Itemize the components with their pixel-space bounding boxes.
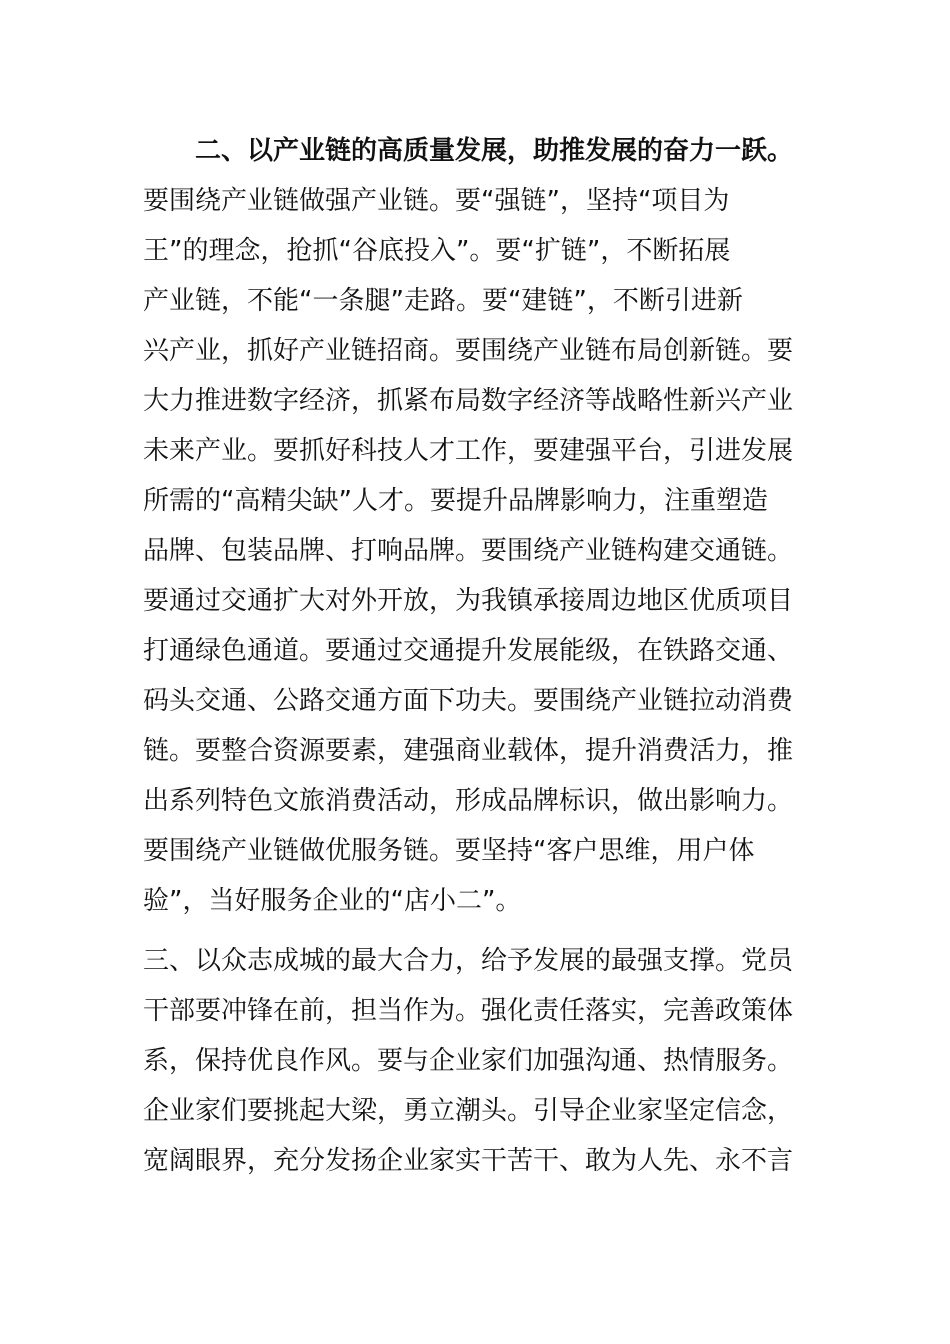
- body-line: 品牌、包装品牌、打响品牌。要围绕产业链构建交通链。: [143, 536, 794, 566]
- body-line: 三、以众志成城的最大合力，给予发展的最强支撑。党员: [143, 946, 794, 976]
- body-line: 未来产业。要抓好科技人才工作，要建强平台，引进发展: [143, 436, 794, 466]
- body-line: 大力推进数字经济，抓紧布局数字经济等战略性新兴产业: [143, 386, 794, 416]
- body-line: 产业链，不能“一条腿”走路。要“建链”，不断引进新: [143, 286, 743, 316]
- body-line: 系，保持优良作风。要与企业家们加强沟通、热情服务。: [143, 1046, 794, 1076]
- body-line: 要围绕产业链做优服务链。要坚持“客户思维，用户体: [143, 836, 755, 866]
- body-line: 打通绿色通道。要通过交通提升发展能级，在铁路交通、: [143, 636, 794, 666]
- section-two-heading: 二、以产业链的高质量发展，助推发展的奋力一跃。: [195, 136, 794, 166]
- body-line: 王”的理念，抢抓“谷底投入”。要“扩链”，不断拓展: [143, 236, 731, 266]
- body-line: 干部要冲锋在前，担当作为。强化责任落实，完善政策体: [143, 996, 794, 1026]
- body-line: 要围绕产业链做强产业链。要“强链”，坚持“项目为: [143, 186, 730, 216]
- body-line: 出系列特色文旅消费活动，形成品牌标识，做出影响力。: [143, 786, 794, 816]
- body-line: 验”，当好服务企业的“店小二”。: [143, 886, 522, 916]
- body-line: 所需的“高精尖缺”人才。要提升品牌影响力，注重塑造: [143, 486, 768, 516]
- section-three-paragraph: [143, 936, 813, 1186]
- body-line: 兴产业，抓好产业链招商。要围绕产业链布局创新链。要: [143, 336, 794, 366]
- body-line: 链。要整合资源要素，建强商业载体，提升消费活力，推: [143, 736, 794, 766]
- body-line: 码头交通、公路交通方面下功夫。要围绕产业链拉动消费: [143, 686, 794, 716]
- body-line: 企业家们要挑起大梁，勇立潮头。引导企业家坚定信念，: [143, 1096, 794, 1126]
- body-line: 宽阔眼界，充分发扬企业家实干苦干、敢为人先、永不言: [143, 1146, 794, 1176]
- body-line: 要通过交通扩大对外开放，为我镇承接周边地区优质项目: [143, 586, 794, 616]
- section-two-paragraph: [143, 126, 813, 926]
